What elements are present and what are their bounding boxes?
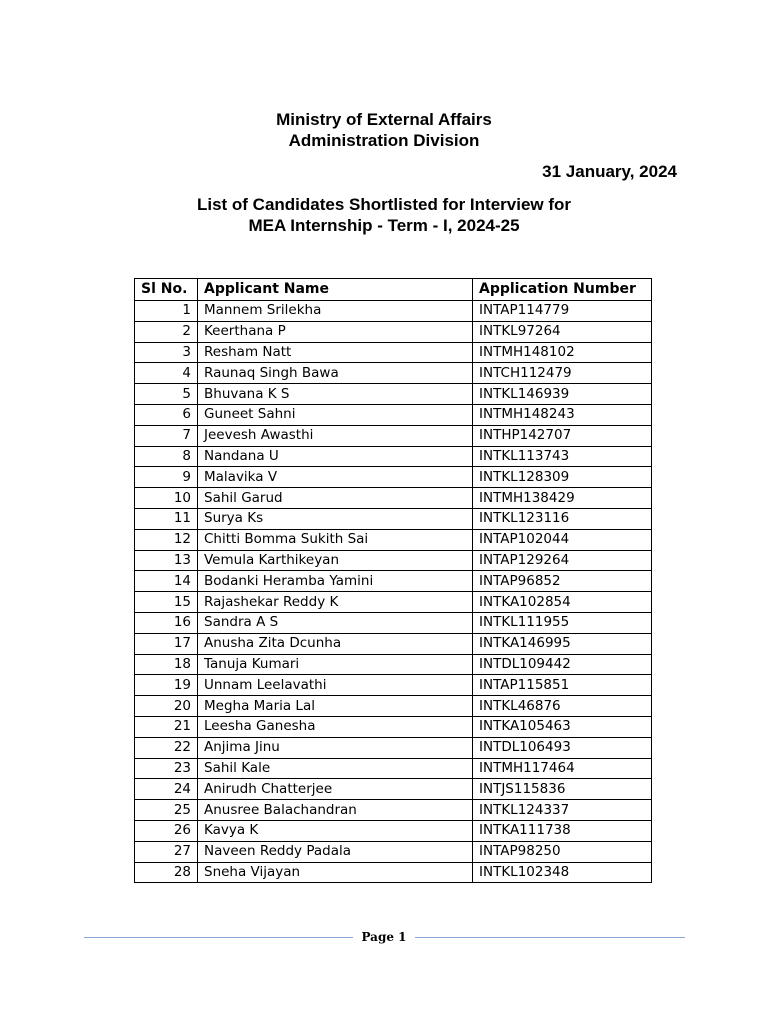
cell-application-number: INTKA111738 xyxy=(473,820,652,841)
table-row xyxy=(135,384,652,405)
table-row xyxy=(135,467,652,488)
cell-sl-no: 1 xyxy=(135,301,198,322)
cell-application-number: INTKL123116 xyxy=(473,508,652,529)
cell-application-number: INTKL124337 xyxy=(473,800,652,821)
cell-applicant-name: Bhuvana K S xyxy=(198,384,473,405)
table-row xyxy=(135,301,652,322)
cell-application-number: INTKA102854 xyxy=(473,592,652,613)
document-date: 31 January, 2024 xyxy=(542,162,677,181)
cell-applicant-name: Anirudh Chatterjee xyxy=(198,779,473,800)
table-row xyxy=(135,654,652,675)
cell-applicant-name: Anjima Jinu xyxy=(198,737,473,758)
table-row xyxy=(135,675,652,696)
cell-sl-no: 4 xyxy=(135,363,198,384)
cell-application-number: INTKA146995 xyxy=(473,633,652,654)
cell-sl-no: 9 xyxy=(135,467,198,488)
cell-application-number: INTAP98250 xyxy=(473,841,652,862)
cell-sl-no: 21 xyxy=(135,716,198,737)
footer-rule-right xyxy=(415,937,685,938)
cell-sl-no: 8 xyxy=(135,446,198,467)
table-row xyxy=(135,571,652,592)
cell-sl-no: 12 xyxy=(135,529,198,550)
cell-application-number: INTKL113743 xyxy=(473,446,652,467)
cell-sl-no: 2 xyxy=(135,321,198,342)
cell-sl-no: 24 xyxy=(135,779,198,800)
table-row xyxy=(135,488,652,509)
table-row xyxy=(135,529,652,550)
cell-sl-no: 10 xyxy=(135,488,198,509)
cell-sl-no: 18 xyxy=(135,654,198,675)
cell-application-number: INTKL128309 xyxy=(473,467,652,488)
cell-sl-no: 17 xyxy=(135,633,198,654)
cell-applicant-name: Guneet Sahni xyxy=(198,404,473,425)
cell-sl-no: 26 xyxy=(135,820,198,841)
cell-application-number: INTAP96852 xyxy=(473,571,652,592)
cell-application-number: INTMH117464 xyxy=(473,758,652,779)
table-row xyxy=(135,633,652,654)
table-row xyxy=(135,612,652,633)
cell-sl-no: 16 xyxy=(135,612,198,633)
footer-rule-left xyxy=(84,937,353,938)
table-row xyxy=(135,862,652,883)
cell-applicant-name: Sahil Garud xyxy=(198,488,473,509)
cell-applicant-name: Nandana U xyxy=(198,446,473,467)
cell-applicant-name: Rajashekar Reddy K xyxy=(198,592,473,613)
cell-sl-no: 25 xyxy=(135,800,198,821)
cell-sl-no: 20 xyxy=(135,696,198,717)
table-row xyxy=(135,696,652,717)
cell-applicant-name: Anusree Balachandran xyxy=(198,800,473,821)
table-row xyxy=(135,363,652,384)
cell-applicant-name: Anusha Zita Dcunha xyxy=(198,633,473,654)
column-header-application-number: Application Number xyxy=(473,279,652,301)
cell-sl-no: 23 xyxy=(135,758,198,779)
column-header-applicant-name: Applicant Name xyxy=(198,279,473,301)
column-header-sl-no: Sl No. xyxy=(135,279,198,301)
cell-applicant-name: Kavya K xyxy=(198,820,473,841)
cell-application-number: INTAP115851 xyxy=(473,675,652,696)
candidates-table xyxy=(134,278,652,883)
table-body xyxy=(135,301,652,883)
table-row xyxy=(135,716,652,737)
cell-applicant-name: Naveen Reddy Padala xyxy=(198,841,473,862)
cell-sl-no: 22 xyxy=(135,737,198,758)
cell-sl-no: 14 xyxy=(135,571,198,592)
cell-applicant-name: Megha Maria Lal xyxy=(198,696,473,717)
cell-application-number: INTAP102044 xyxy=(473,529,652,550)
ministry-heading: Ministry of External Affairs xyxy=(276,110,492,129)
cell-application-number: INTAP114779 xyxy=(473,301,652,322)
cell-applicant-name: Tanuja Kumari xyxy=(198,654,473,675)
cell-sl-no: 11 xyxy=(135,508,198,529)
cell-sl-no: 27 xyxy=(135,841,198,862)
cell-sl-no: 3 xyxy=(135,342,198,363)
cell-applicant-name: Surya Ks xyxy=(198,508,473,529)
table-header-row xyxy=(135,279,652,301)
table-row xyxy=(135,820,652,841)
cell-applicant-name: Keerthana P xyxy=(198,321,473,342)
cell-sl-no: 5 xyxy=(135,384,198,405)
table-row xyxy=(135,592,652,613)
division-heading: Administration Division xyxy=(288,131,480,150)
cell-application-number: INTKL102348 xyxy=(473,862,652,883)
cell-applicant-name: Bodanki Heramba Yamini xyxy=(198,571,473,592)
cell-application-number: INTKL46876 xyxy=(473,696,652,717)
table-row xyxy=(135,404,652,425)
cell-sl-no: 19 xyxy=(135,675,198,696)
cell-application-number: INTHP142707 xyxy=(473,425,652,446)
cell-applicant-name: Chitti Bomma Sukith Sai xyxy=(198,529,473,550)
list-title-line1: List of Candidates Shortlisted for Interview for xyxy=(196,195,572,214)
table-row xyxy=(135,758,652,779)
cell-applicant-name: Sandra A S xyxy=(198,612,473,633)
cell-applicant-name: Vemula Karthikeyan xyxy=(198,550,473,571)
cell-applicant-name: Jeevesh Awasthi xyxy=(198,425,473,446)
table-row xyxy=(135,550,652,571)
table-row xyxy=(135,841,652,862)
cell-application-number: INTMH138429 xyxy=(473,488,652,509)
page-number: Page 1 xyxy=(361,930,407,944)
table-row xyxy=(135,321,652,342)
cell-application-number: INTCH112479 xyxy=(473,363,652,384)
cell-applicant-name: Raunaq Singh Bawa xyxy=(198,363,473,384)
cell-sl-no: 28 xyxy=(135,862,198,883)
cell-applicant-name: Sneha Vijayan xyxy=(198,862,473,883)
cell-application-number: INTKL97264 xyxy=(473,321,652,342)
cell-applicant-name: Unnam Leelavathi xyxy=(198,675,473,696)
table-row xyxy=(135,425,652,446)
cell-application-number: INTAP129264 xyxy=(473,550,652,571)
cell-sl-no: 7 xyxy=(135,425,198,446)
cell-applicant-name: Sahil Kale xyxy=(198,758,473,779)
cell-applicant-name: Resham Natt xyxy=(198,342,473,363)
cell-sl-no: 15 xyxy=(135,592,198,613)
cell-application-number: INTKL146939 xyxy=(473,384,652,405)
cell-sl-no: 6 xyxy=(135,404,198,425)
cell-application-number: INTMH148243 xyxy=(473,404,652,425)
cell-application-number: INTKA105463 xyxy=(473,716,652,737)
cell-applicant-name: Malavika V xyxy=(198,467,473,488)
table-row xyxy=(135,342,652,363)
table-row xyxy=(135,446,652,467)
cell-application-number: INTDL109442 xyxy=(473,654,652,675)
cell-application-number: INTDL106493 xyxy=(473,737,652,758)
table-row xyxy=(135,800,652,821)
cell-applicant-name: Mannem Srilekha xyxy=(198,301,473,322)
cell-sl-no: 13 xyxy=(135,550,198,571)
cell-application-number: INTJS115836 xyxy=(473,779,652,800)
cell-applicant-name: Leesha Ganesha xyxy=(198,716,473,737)
list-title-line2: MEA Internship - Term - I, 2024-25 xyxy=(248,216,520,235)
table-row xyxy=(135,508,652,529)
table-row xyxy=(135,779,652,800)
cell-application-number: INTKL111955 xyxy=(473,612,652,633)
cell-application-number: INTMH148102 xyxy=(473,342,652,363)
table-row xyxy=(135,737,652,758)
